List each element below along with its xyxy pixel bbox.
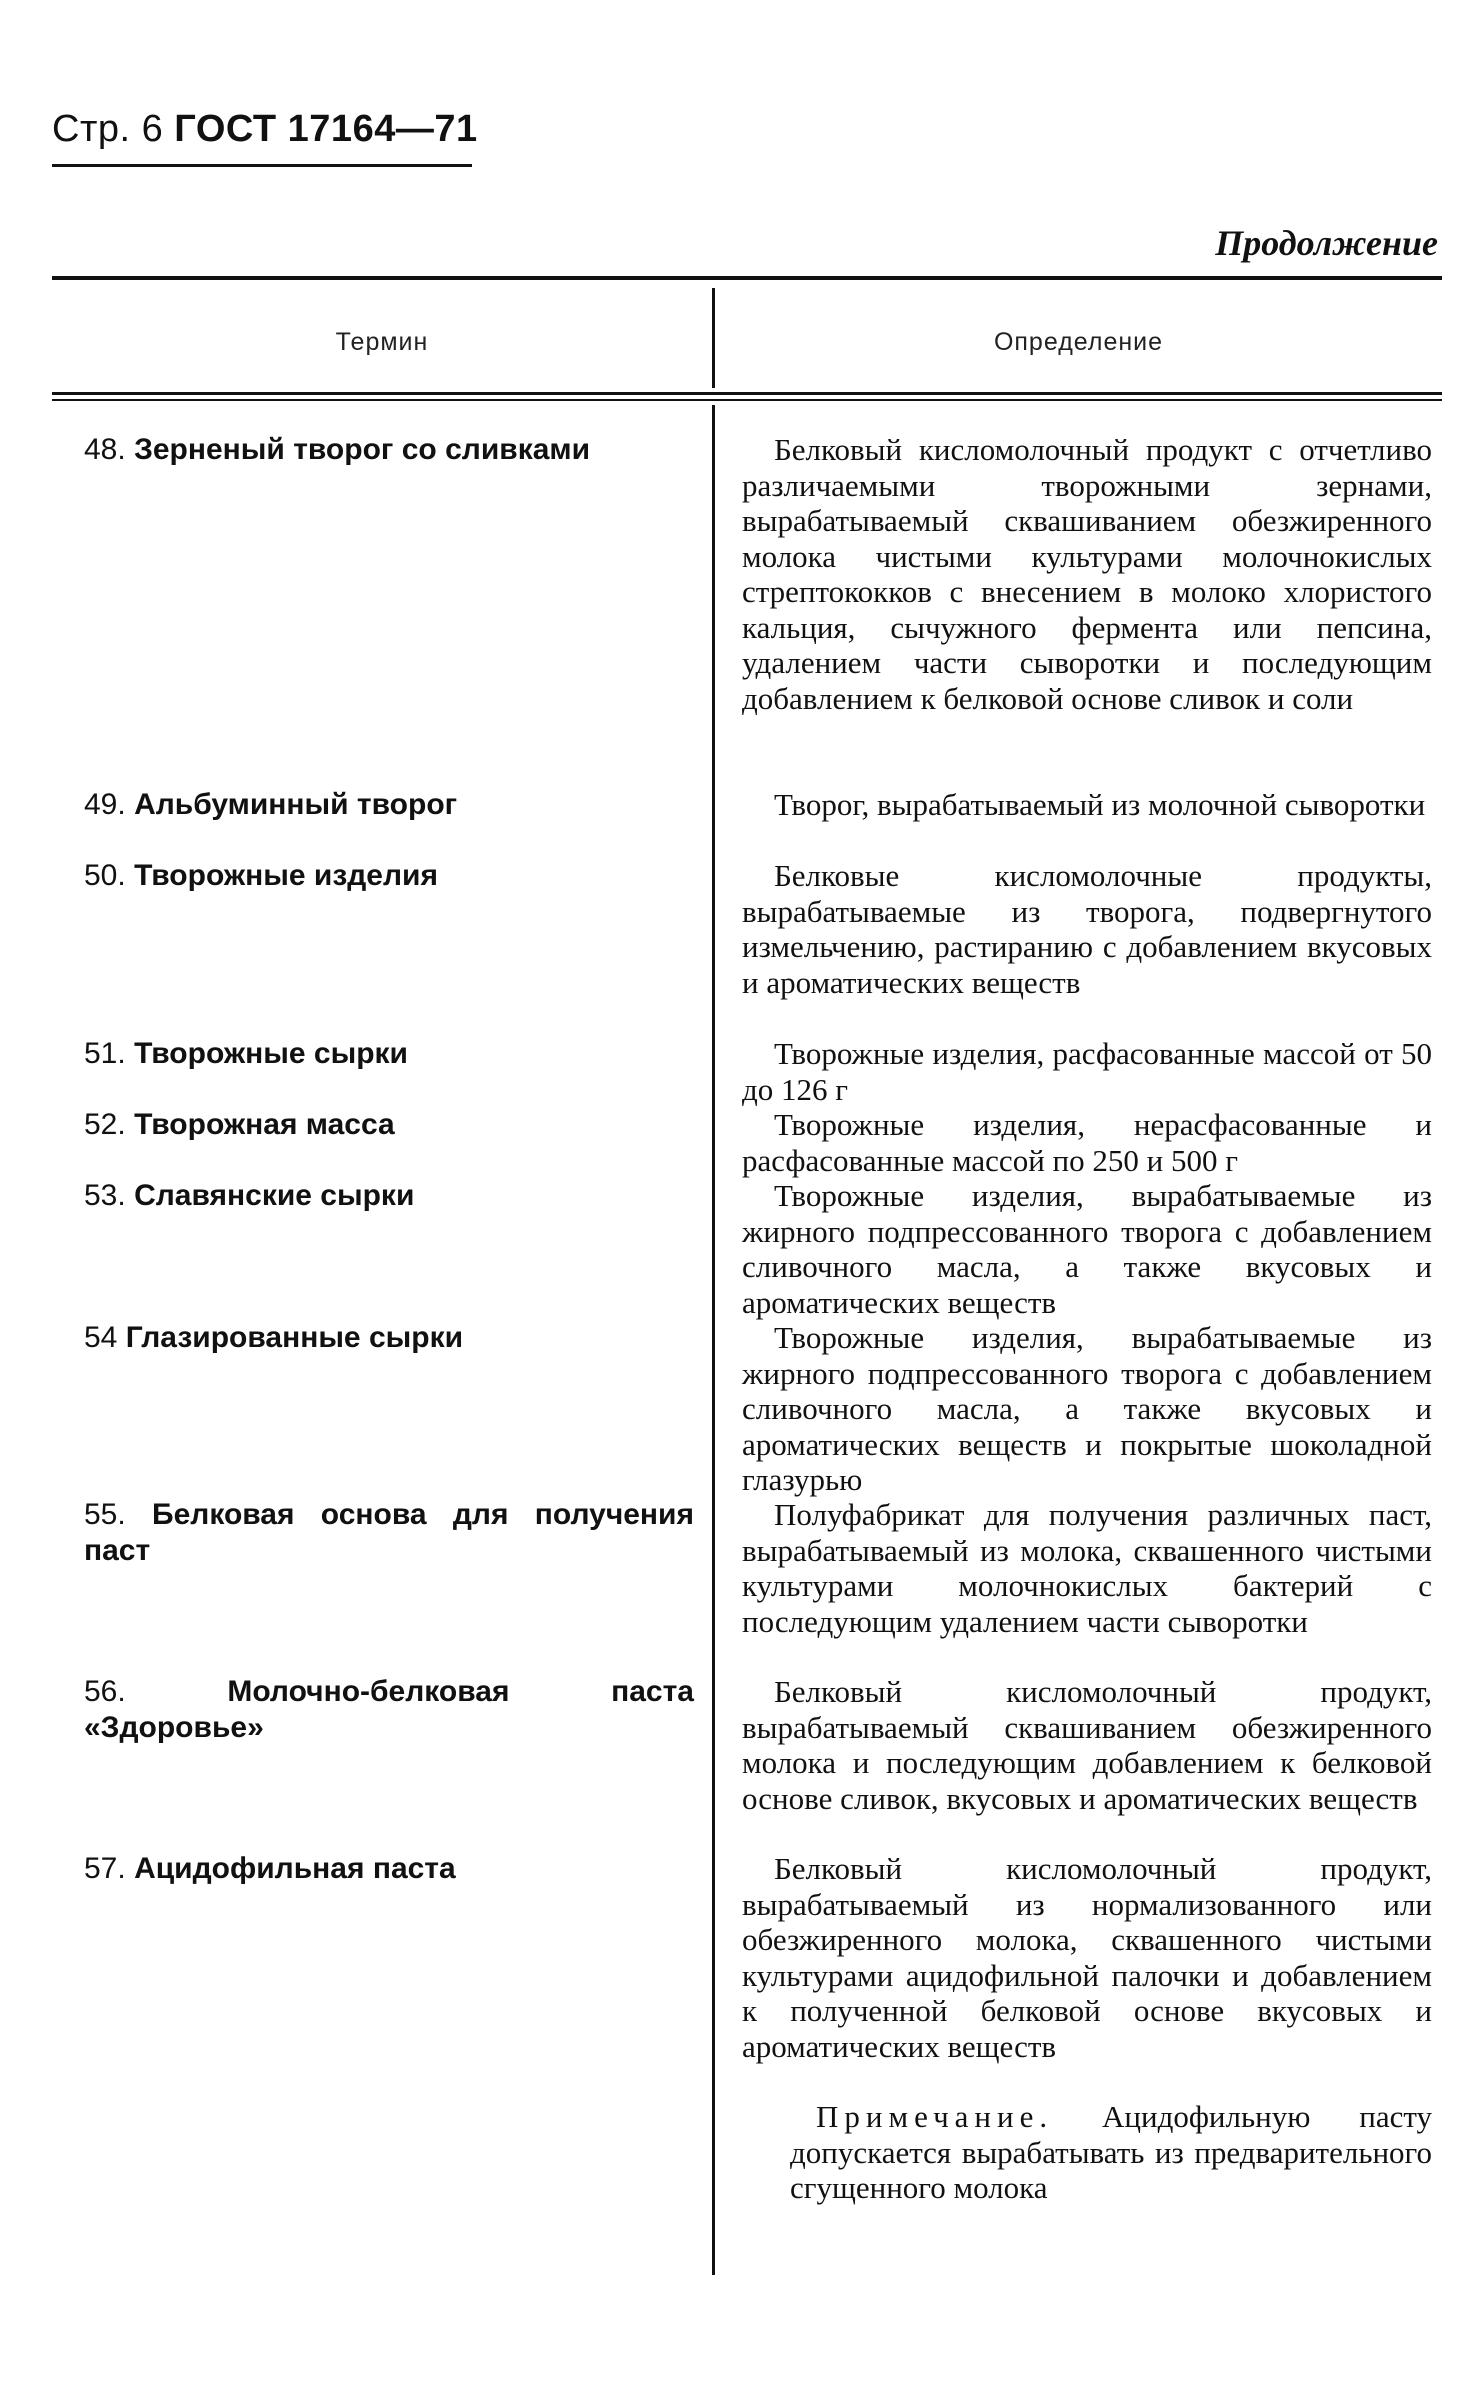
term-cell (84, 1497, 694, 1568)
definition-cell: Полуфабрикат для получения различных паст, вырабатываемый из молока, сквашенного чистыми культурами молочнокислых бактерий с последующим удалением части сыворотки (742, 1497, 1432, 1639)
term-name: Творожные сырки (134, 1037, 408, 1070)
definition-cell: Творожные изделия, вырабатываемые из жирного подпрессованного творога с добавлением сливочного масла, а также вкусовых и ароматических веществ (742, 1178, 1432, 1320)
term-number: 54 (84, 1321, 118, 1354)
definition-cell: Творожные изделия, вырабатываемые из жирного подпрессованного творога с добавлением сливочного масла, а также вкусовых и ароматических веществ и покрытые шоколадной глазурью (742, 1320, 1432, 1497)
term-cell (84, 1320, 694, 1356)
column-divider-body (712, 405, 715, 2275)
term-number: 52. (84, 1108, 126, 1141)
term-cell (84, 858, 694, 894)
page-header (52, 108, 478, 151)
term-number: 51. (84, 1037, 126, 1070)
term-cell (84, 787, 694, 823)
term-number: 56. (84, 1675, 126, 1708)
definition-cell: Белковый кисломолочный продукт, вырабатываемый из нормализованного или обезжиренного молока, сквашенного чистыми культурами ацидофильной палочки и добавлением к полученной белковой основе вкусовых и ароматических веществ (742, 1851, 1432, 2064)
term-cell (84, 1674, 694, 1745)
term-name: Молочно-белковая паста «Здоровье» (84, 1675, 694, 1744)
table-head-rule-2 (52, 399, 1442, 401)
term-number: 53. (84, 1179, 126, 1212)
term-name: Альбуминный творог (134, 788, 458, 821)
definition-cell: Белковые кисломолочные продукты, вырабатываемые из творога, подвергнутого измельчению, растиранию с добавлением вкусовых и ароматических веществ (742, 858, 1432, 1000)
definition-cell: Творожные изделия, нерасфасованные и расфасованные массой по 250 и 500 г (742, 1107, 1432, 1178)
table-top-rule (52, 276, 1442, 280)
header-underline (52, 164, 472, 167)
column-header-term: Термин (335, 328, 429, 356)
term-number: 50. (84, 859, 126, 892)
note-text: Ацидофильную пасту допускается вырабатывать из предварительного сгущенного молока (790, 2099, 1432, 2205)
term-name: Зерненый творог со сливками (134, 433, 591, 466)
continuation-label: Продолжение (1215, 223, 1438, 263)
term-name: Глазированные сырки (125, 1321, 464, 1354)
term-cell (84, 1107, 694, 1143)
term-name: Ацидофильная паста (134, 1852, 456, 1885)
column-header-definition: Определение (993, 328, 1164, 356)
term-number: 48. (84, 433, 126, 466)
table-head-rule-1 (52, 392, 1442, 395)
term-cell (84, 432, 694, 468)
page-number: Стр. 6 (52, 108, 164, 150)
definition-cell: Творожные изделия, расфасованные массой от 50 до 126 г (742, 1036, 1432, 1107)
standard-number: ГОСТ 17164—71 (174, 108, 478, 150)
term-cell (84, 1036, 694, 1072)
term-name: Славянские сырки (134, 1179, 415, 1212)
term-name: Творожные изделия (134, 859, 438, 892)
definition-cell: Белковый кисломолочный продукт, вырабатываемый сквашиванием обезжиренного молока и последующим добавлением к белковой основе сливок, вкусовых и ароматических веществ (742, 1674, 1432, 1816)
term-number: 57. (84, 1852, 126, 1885)
term-cell (84, 1178, 694, 1214)
term-cell (84, 1851, 694, 1887)
term-name: Белковая основа для получения паст (84, 1498, 694, 1567)
term-number: 49. (84, 788, 126, 821)
note-paragraph (790, 2099, 1432, 2206)
term-name: Творожная масса (134, 1108, 395, 1141)
note-label: Примечание. (816, 2099, 1054, 2134)
definition-cell: Творог, вырабатываемый из молочной сыворотки (774, 787, 1426, 822)
definition-cell: Белковый кисломолочный продукт с отчетливо различаемыми творожными зернами, вырабатываемый сквашиванием обезжиренного молока чистыми культурами молочнокислых стрептококков с внесением в молоко хлористого кальция, сычужного фермента или пепсина, удалением части сыворотки и последующим добавлением к белковой основе сливок и соли (742, 432, 1432, 716)
term-number: 55. (84, 1498, 126, 1531)
